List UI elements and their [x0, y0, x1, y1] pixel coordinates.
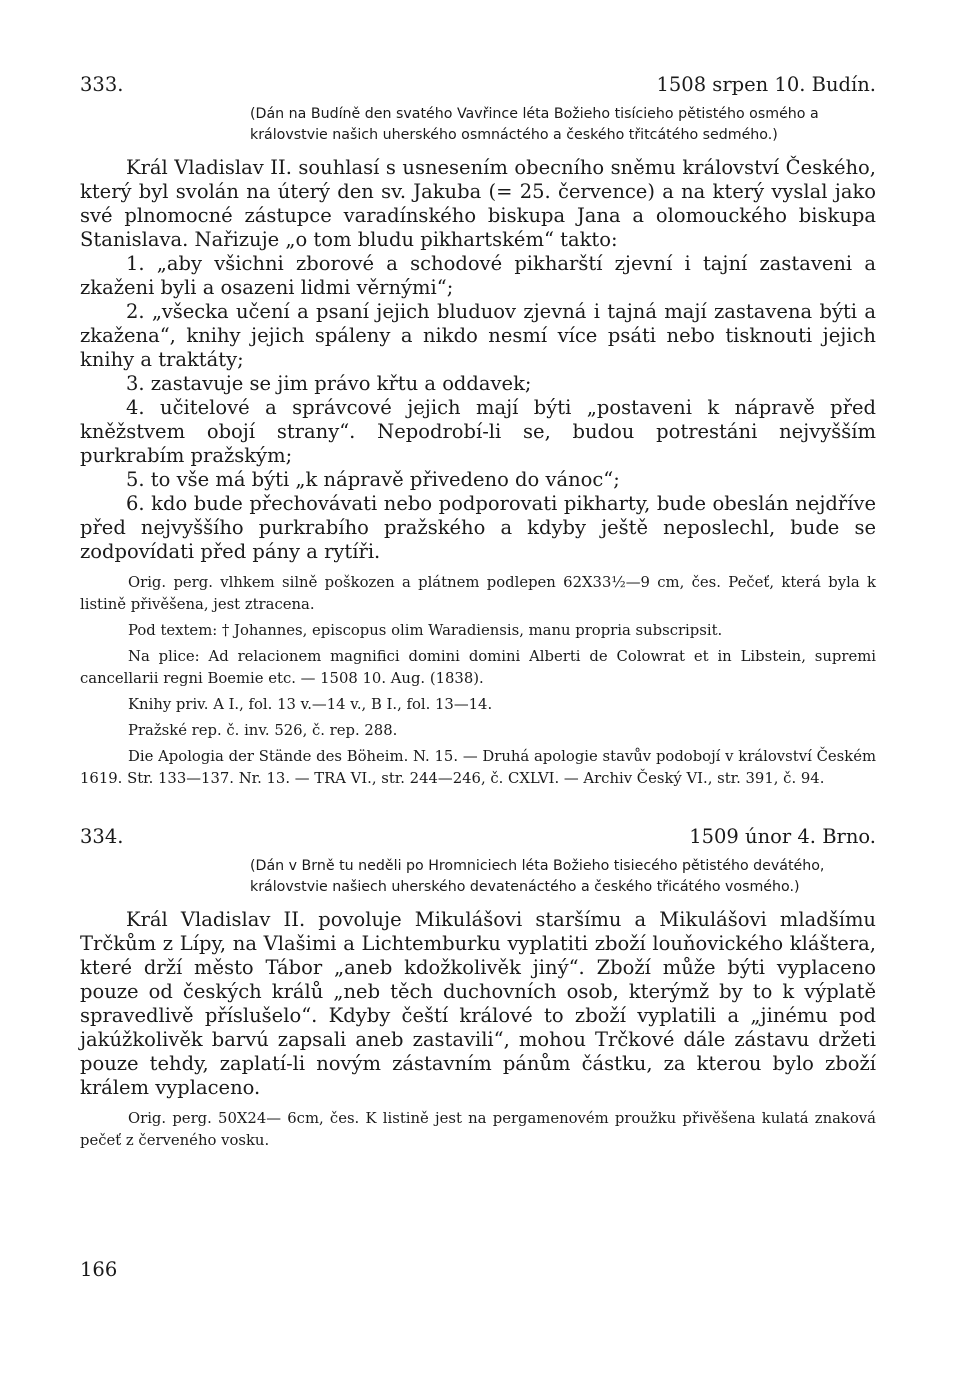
- entry-header: [80, 824, 876, 850]
- dating-note: (Dán na Budíně den svatého Vavřince léta Božieho tisícieho pětistého osmého a královstvie našich uherského osmnáctého a českého třitcátého sedmého.): [250, 106, 819, 143]
- entry-intro: Král Vladislav II. povoluje Mikulášovi staršímu a Mikulášovi mladšímu Trčkům z Lípy, na Vlašimi a Lichtemburku vyplatiti zboží louňovického kláštera, které drží město Tábor „aneb kdožkolivěk jiný“. Zboží může býti vyplaceno pouze od českých králů „neb těch duchovních osob, kterýmž by to k výplatě spravedlivě příslušelo“. Kdyby čeští králové to zboží vyplatili a „jinému pod jakúžkolivěk barvú zapsali aneb zastavili“, mohou Trčkové dále zástavu držeti pouze tehdy, zaplatí-li novým zástavním pánům částku, za kterou bylo zboží králem vyplaceno.: [80, 908, 876, 1099]
- source-notes: [80, 572, 876, 790]
- list-item: 2. „všecka učení a psaní jejich bluduov zjevná i tajná mají zastavena býti a zkažena“, knihy jejich spáleny a nikdo nesmí více psáti nebo tisknouti jejich knihy a traktáty;: [80, 300, 876, 371]
- entry-334: [80, 824, 876, 1152]
- source-note: Knihy priv. A I., fol. 13 v.—14 v., B I., fol. 13—14.: [128, 696, 493, 713]
- entry-333: [80, 72, 876, 790]
- entry-body: [80, 156, 876, 564]
- entry-number: 334.: [80, 825, 124, 848]
- list-item: 3. zastavuje se jim právo křtu a oddavek;: [126, 372, 532, 395]
- document-page: [80, 72, 876, 1156]
- list-item: 1. „aby všichni zborové a schodové pikharští zjevní i tajní zastaveni a zkaženi byli a osazeni lidmi věrnými“;: [80, 252, 876, 299]
- source-note: Na plice: Ad relacionem magnifici domini domini Alberti de Colowrat et in Libstein, supremi cancellarii regni Boemie etc. — 1508 10. Aug. (1838).: [80, 648, 876, 687]
- source-note: Orig. perg. 50X24— 6cm, čes. K listině jest na pergamenovém proužku přivěšena kulatá znaková pečeť z červeného vosku.: [80, 1110, 876, 1149]
- entry-intro: Král Vladislav II. souhlasí s usnesením obecního sněmu království Českého, který byl svolán na úterý den sv. Jakuba (= 25. července) a na který vyslal jako své plnomocné zástupce varadínského biskupa Jana a olomouckého biskupa Stanislava. Nařizuje „o tom bludu pikhartském“ takto:: [80, 156, 876, 251]
- source-note: Orig. perg. vlhkem silně poškozen a plátnem podlepen 62X33½—9 cm, čes. Pečeť, která byla k listině přivěšena, jest ztracena.: [80, 574, 876, 613]
- entry-date: 1508 srpen 10. Budín.: [656, 73, 876, 96]
- page-number: 166: [80, 1258, 118, 1281]
- dating-note: (Dán v Brně tu neděli po Hromniciech léta Božieho tisiecého pětistého devátého, královstvie našiech uherského devatenáctého a českého třicátého vosmého.): [250, 858, 825, 895]
- source-note: Die Apologia der Stände des Böheim. N. 15. — Druhá apologie stavův podobojí v království Českém 1619. Str. 133—137. Nr. 13. — TRA VI., str. 244—246, č. CXLVI. — Archiv Český VI., str. 391, č. 94.: [80, 748, 876, 787]
- list-item: 5. to vše má býti „k nápravě přivedeno do vánoc“;: [126, 468, 620, 491]
- entry-date: 1509 únor 4. Brno.: [689, 825, 876, 848]
- list-item: 4. učitelové a správcové jejich mají býti „postaveni k nápravě před kněžstvem obojí strany“. Nepodrobí-li se, budou potrestáni nejvyšším purkrabím pražským;: [80, 396, 876, 467]
- source-note: Pod textem: † Johannes, episcopus olim Waradiensis, manu propria subscripsit.: [128, 622, 723, 639]
- source-notes: [80, 1108, 876, 1152]
- source-note: Pražské rep. č. inv. 526, č. rep. 288.: [128, 722, 398, 739]
- entry-header: [80, 72, 876, 98]
- list-item: 6. kdo bude přechovávati nebo podporovati pikharty, bude obeslán nejdříve před nejvyššího purkrabího pražského a kdyby ještě neposlechl, bude se zodpovídati před pány a rytíři.: [80, 492, 876, 563]
- entry-number: 333.: [80, 73, 124, 96]
- entry-body: [80, 908, 876, 1100]
